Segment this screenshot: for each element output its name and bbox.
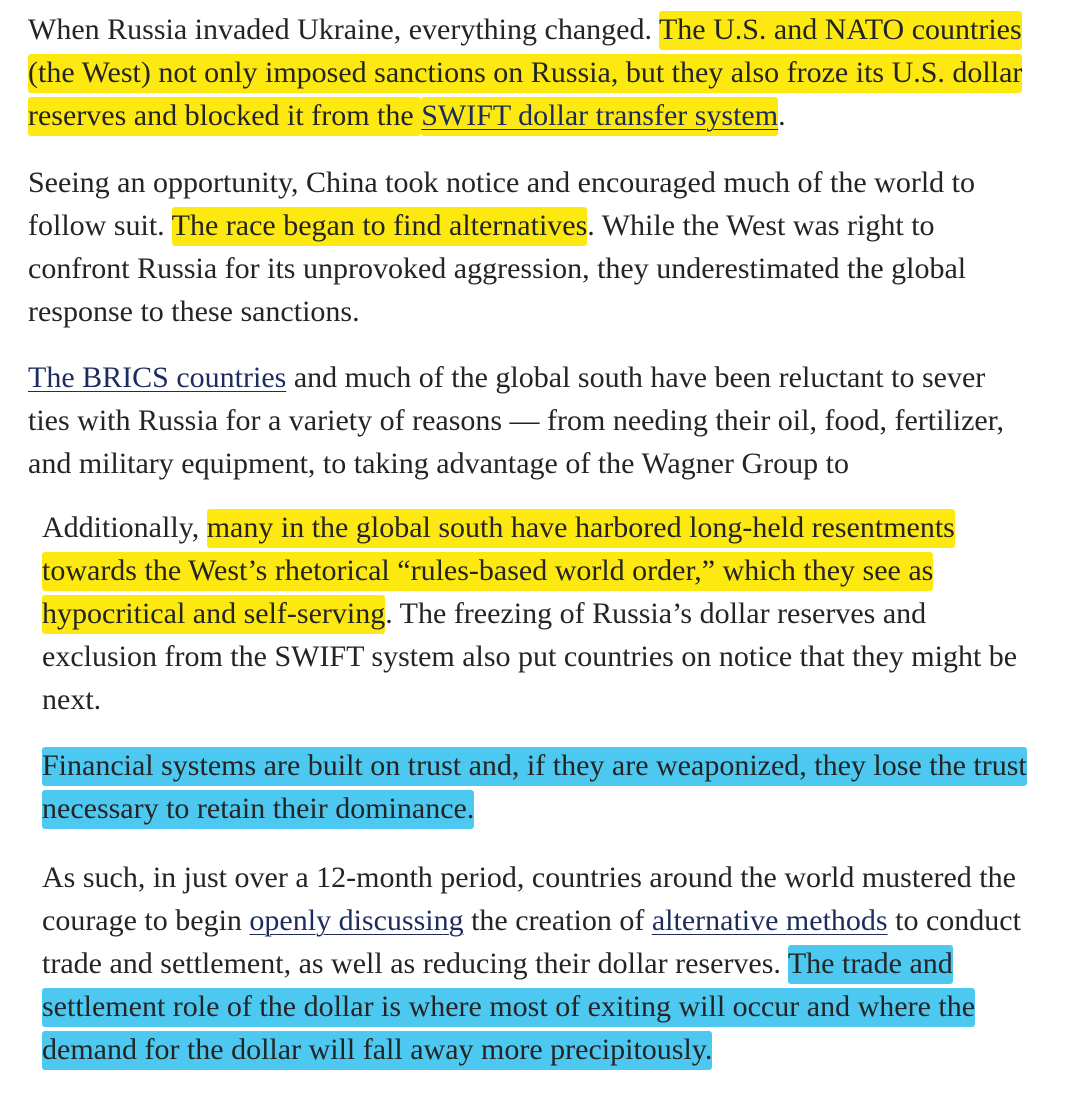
paragraph-trust (42, 744, 1042, 830)
blue-highlight: Financial systems are built on trust and, if they are weaponized, they lose the trust necessary to retain their dominance. (42, 747, 1027, 829)
alternative-methods-link[interactable]: alternative methods (651, 904, 888, 937)
paragraph-text: to conduct trade and settlement, as well as reducing their dollar reserves. (42, 904, 1021, 980)
paragraph-text: and much of the global south have been reluctant to sever ties with Russia for a variety of reasons — from needing their oil, food, fertilizer, and military equipment, to taking advantage of the Wagner Group to (28, 361, 1005, 480)
paragraph-invasion (28, 8, 1028, 137)
yellow-highlight: The race began to find alternatives (172, 207, 588, 246)
paragraph-text: . (778, 99, 786, 132)
paragraph-text: As such, in just over a 12-month period, countries around the world mustered the courage to begin (42, 861, 1016, 937)
paragraph-text: When Russia invaded Ukraine, everything changed. (28, 13, 659, 46)
paragraph-text: Seeing an opportunity, China took notice and encouraged much of the world to follow suit. (28, 166, 975, 242)
paragraph-alternatives (42, 856, 1042, 1071)
yellow-highlight: The U.S. and NATO countries (the West) not only imposed sanctions on Russia, but they also froze its U.S. dollar reserves and blocked it from the (28, 11, 1022, 136)
paragraph-text: the creation of (463, 904, 652, 937)
blue-highlight: The trade and settlement role of the dollar is where most of exiting will occur and where the demand for the dollar will fall away more precipitously. (42, 945, 975, 1070)
bottom-screenshot-fragment (0, 494, 1075, 1104)
swift-link[interactable]: SWIFT dollar transfer system (421, 97, 778, 136)
paragraph-text: . While the West was right to confront Russia for its unprovoked aggression, they underestimated the global response to these sanctions. (28, 209, 967, 328)
paragraph-china (28, 161, 1028, 333)
paragraph-text: Additionally, (42, 511, 207, 544)
paragraph-resentments (42, 506, 1042, 721)
paragraph-brics (28, 356, 1028, 485)
brics-link[interactable]: The BRICS countries (28, 361, 287, 394)
paragraph-text: . The freezing of Russia’s dollar reserves and exclusion from the SWIFT system also put countries on notice that they might be next. (42, 597, 1018, 716)
top-screenshot-fragment (0, 0, 1075, 494)
yellow-highlight: many in the global south have harbored long-held resentments towards the West’s rhetorical “rules-based world order,” which they see as hypocritical and self-serving (42, 509, 955, 634)
openly-discussing-link[interactable]: openly discussing (249, 904, 464, 937)
